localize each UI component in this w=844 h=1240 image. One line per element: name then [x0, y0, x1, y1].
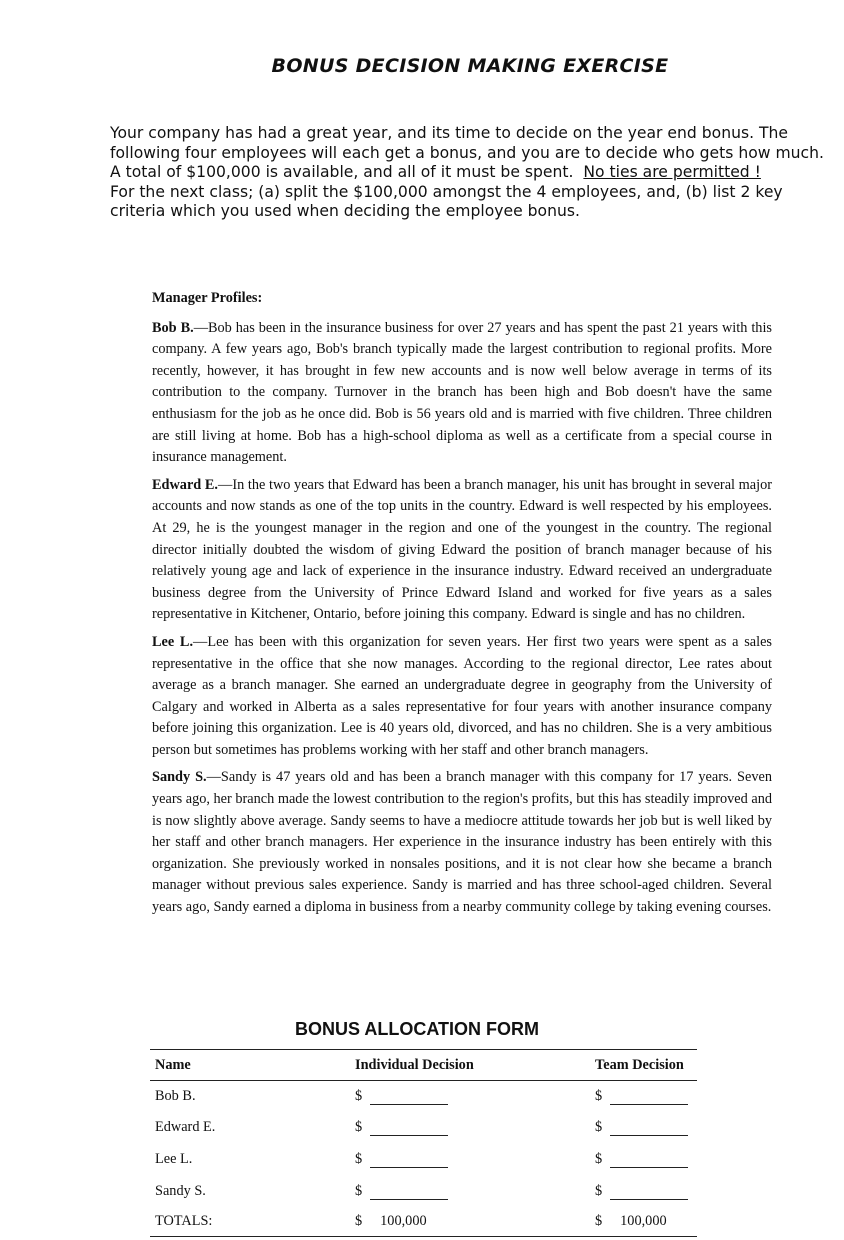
- instructions-text: Your company has had a great year, and its time to decide on the year end bonus. The following four employees will each get a bonus, and you are to decide who gets how much. A total of $100,000 is available, and all of it must be spent.: [110, 124, 824, 181]
- header-individual: Individual Decision: [355, 1057, 474, 1073]
- form-row-sandy: [155, 1183, 700, 1207]
- individual-bonus-field[interactable]: $: [355, 1088, 448, 1105]
- row-name: Lee L.: [155, 1151, 193, 1167]
- row-name: Edward E.: [155, 1119, 216, 1135]
- team-bonus-field[interactable]: $: [595, 1183, 688, 1200]
- individual-total: $ 100,000: [355, 1213, 427, 1229]
- row-name: Bob B.: [155, 1088, 196, 1104]
- profile-name: Bob B.: [152, 319, 194, 336]
- form-header-row: [155, 1057, 700, 1081]
- team-total: $ 100,000: [595, 1213, 667, 1229]
- header-team: Team Decision: [595, 1057, 684, 1073]
- form-title: BONUS ALLOCATION FORM: [295, 1019, 539, 1039]
- instructions-paragraph-1: [110, 124, 830, 183]
- individual-bonus-field[interactable]: $: [355, 1151, 448, 1168]
- form-row-edward: [155, 1119, 700, 1143]
- profile-edward: [152, 475, 772, 626]
- profile-text: —In the two years that Edward has been a branch manager, his unit has brought in several major accounts and now stands as one of the top units in the country. Edward is well respected by his employees. At 29, he is the youngest manager in the region and one of the youngest in the country. The regional director initially doubted the wisdom of giving Edward the position of branch manager because of his relatively young age and lack of experience in the insurance industry. Edward received an undergraduate business degree from the University of Prince Edward Island and worked for five years as a sales representative in Kitchener, Ontario, before joining this company. Edward is single and has no children.: [152, 476, 772, 623]
- individual-bonus-field[interactable]: $: [355, 1183, 448, 1200]
- header-name: Name: [155, 1057, 191, 1073]
- profile-text: —Bob has been in the insurance business for over 27 years and has spent the past 21 years with this company. A few years ago, Bob's branch typically made the largest contribution to regional profits. More recently, however, it has brought in few new accounts and is now well below average in terms of its contribution to the company. Turnover in the branch has been high and Bob doesn't have the same enthusiasm for the job as he once did. Bob is 56 years old and is married with five children. Three children are still living at home. Bob has a high-school diploma as well as a certificate from a special course in insurance management.: [152, 319, 772, 466]
- totals-label: TOTALS:: [155, 1213, 213, 1229]
- form-row-bob: [155, 1088, 700, 1112]
- individual-bonus-field[interactable]: $: [355, 1119, 448, 1136]
- instructions-paragraph-2: For the next class; (a) split the $100,000 amongst the 4 employees, and, (b) list 2 key criteria which you used when deciding the employee bonus.: [110, 182, 783, 220]
- manager-profiles: [152, 288, 772, 925]
- profile-sandy: [152, 767, 772, 918]
- form-bottom-rule: [150, 1236, 697, 1237]
- row-name: Sandy S.: [155, 1183, 206, 1199]
- team-bonus-field[interactable]: $: [595, 1088, 688, 1105]
- team-bonus-field[interactable]: $: [595, 1151, 688, 1168]
- profile-name: Lee L.: [152, 633, 194, 650]
- instructions: [110, 124, 830, 222]
- profile-text: —Lee has been with this organization for seven years. Her first two years were spent as a sales representative in the office that she now manages. According to the regional director, Lee rates about average as a branch manager. She earned an undergraduate degree in geography from the University of Calgary and worked in Alberta as a sales representative for four years with another insurance company before joining this organization. Lee is 40 years old, divorced, and has no children. She is a very ambitious person but sometimes has problems working with her staff and other branch managers.: [152, 633, 772, 758]
- page-title: BONUS DECISION MAKING EXERCISE: [271, 55, 669, 77]
- form-totals-row: [155, 1213, 700, 1237]
- form-row-lee: [155, 1151, 700, 1175]
- profile-name: Edward E.: [152, 476, 219, 493]
- profile-bob: [152, 318, 772, 469]
- team-bonus-field[interactable]: $: [595, 1119, 688, 1136]
- no-ties-note: No ties are permitted !: [583, 163, 761, 181]
- profiles-heading: Manager Profiles:: [152, 290, 263, 306]
- form-top-rule: [150, 1049, 697, 1050]
- profile-name: Sandy S.: [152, 769, 207, 786]
- profile-text: —Sandy is 47 years old and has been a branch manager with this company for 17 years. Seven years ago, her branch made the lowest contribution to the region's profits, but this has steadily improved and is now slightly above average. Sandy seems to have a mediocre attitude towards her job but is well liked by her staff and other branch managers. Her experience in the insurance industry has been entirely with this organization. She previously worked in nonsales positions, and it is not clear how she became a branch manager without previous sales experience. Sandy is married and has three school-aged children. Several years ago, Sandy earned a diploma in business from a nearby community college by taking evening courses.: [152, 769, 772, 916]
- form-header-rule: [150, 1080, 697, 1081]
- profile-lee: [152, 632, 772, 762]
